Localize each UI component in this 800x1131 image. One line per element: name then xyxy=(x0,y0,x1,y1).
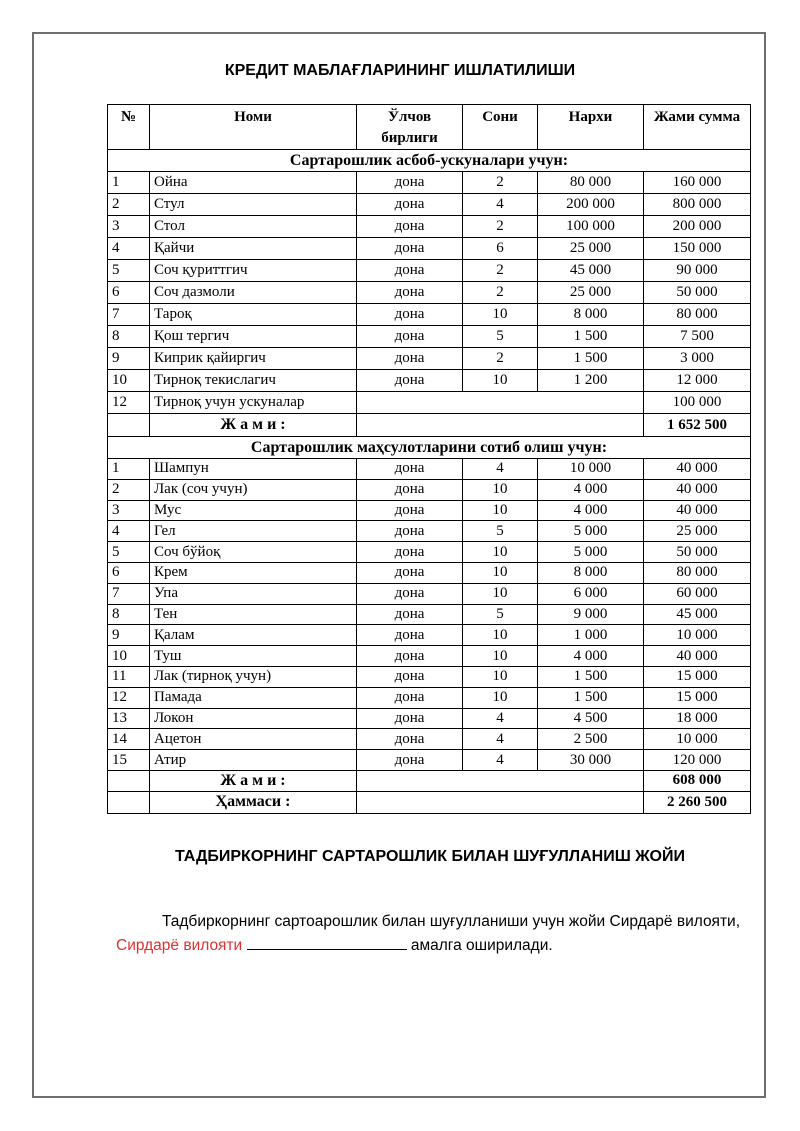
row-price: 1 500 xyxy=(538,666,644,687)
total-row xyxy=(108,414,751,437)
row-qty: 2 xyxy=(463,172,538,194)
row-sum: 80 000 xyxy=(644,304,751,326)
grand-total-value: 2 260 500 xyxy=(644,791,751,813)
row-name: Локон xyxy=(150,708,357,729)
row-name: Соч қуриттгич xyxy=(150,260,357,282)
row-name: Крем xyxy=(150,562,357,583)
row-name: Гел xyxy=(150,521,357,542)
paragraph-text-start: Тадбиркорнинг сартоарошлик билан шуғулланиши учун жойи Сирдарё вилояти, xyxy=(162,913,741,930)
row-sum: 3 000 xyxy=(644,348,751,370)
row-name: Стул xyxy=(150,194,357,216)
row-sum: 90 000 xyxy=(644,260,751,282)
row-unit: дона xyxy=(357,708,463,729)
table-header-row xyxy=(108,105,751,150)
total-value: 1 652 500 xyxy=(644,414,751,437)
row-unit: дона xyxy=(357,172,463,194)
table-row xyxy=(108,646,751,667)
paragraph-text-end: амалга оширилади. xyxy=(406,937,553,954)
row-unit: дона xyxy=(357,625,463,646)
row-qty: 2 xyxy=(463,260,538,282)
row-name: Упа xyxy=(150,583,357,604)
table-row xyxy=(108,304,751,326)
row-price: 2 500 xyxy=(538,729,644,750)
row-unit: дона xyxy=(357,370,463,392)
row-qty: 10 xyxy=(463,479,538,500)
table-row xyxy=(108,392,751,414)
row-price: 80 000 xyxy=(538,172,644,194)
row-qty: 5 xyxy=(463,521,538,542)
row-name: Соч дазмоли xyxy=(150,282,357,304)
row-unit: дона xyxy=(357,542,463,563)
total-row xyxy=(108,770,751,791)
blank-underline xyxy=(247,935,407,950)
row-number: 6 xyxy=(108,562,150,583)
row-price: 1 500 xyxy=(538,348,644,370)
total-empty xyxy=(108,770,150,791)
row-unit: дона xyxy=(357,583,463,604)
row-empty xyxy=(357,392,644,414)
row-number: 7 xyxy=(108,304,150,326)
row-sum: 50 000 xyxy=(644,542,751,563)
section-heading-row xyxy=(108,150,751,172)
row-number: 15 xyxy=(108,750,150,771)
row-number: 8 xyxy=(108,326,150,348)
table-row xyxy=(108,708,751,729)
row-unit: дона xyxy=(357,238,463,260)
row-qty: 2 xyxy=(463,348,538,370)
table-row xyxy=(108,687,751,708)
row-price: 6 000 xyxy=(538,583,644,604)
row-qty: 2 xyxy=(463,216,538,238)
row-price: 4 000 xyxy=(538,646,644,667)
row-number: 4 xyxy=(108,521,150,542)
row-sum: 160 000 xyxy=(644,172,751,194)
row-sum: 10 000 xyxy=(644,729,751,750)
row-name: Тирноқ текислагич xyxy=(150,370,357,392)
table-row xyxy=(108,666,751,687)
row-unit: дона xyxy=(357,348,463,370)
row-sum: 15 000 xyxy=(644,687,751,708)
table-row xyxy=(108,326,751,348)
row-sum: 200 000 xyxy=(644,216,751,238)
row-price: 4 500 xyxy=(538,708,644,729)
row-price: 8 000 xyxy=(538,562,644,583)
row-qty: 10 xyxy=(463,687,538,708)
row-unit: дона xyxy=(357,500,463,521)
header-name: Номи xyxy=(150,105,357,150)
total-label: Ж а м и : xyxy=(150,414,357,437)
row-name: Тен xyxy=(150,604,357,625)
credit-usage-table xyxy=(107,104,751,814)
row-name: Атир xyxy=(150,750,357,771)
row-unit: дона xyxy=(357,521,463,542)
row-name: Ацетон xyxy=(150,729,357,750)
row-number: 12 xyxy=(108,392,150,414)
table-row xyxy=(108,750,751,771)
row-qty: 10 xyxy=(463,370,538,392)
table-row xyxy=(108,260,751,282)
row-name: Лак (соч учун) xyxy=(150,479,357,500)
table-row xyxy=(108,348,751,370)
row-name: Киприк қайиргич xyxy=(150,348,357,370)
row-qty: 4 xyxy=(463,194,538,216)
row-unit: дона xyxy=(357,216,463,238)
row-sum: 150 000 xyxy=(644,238,751,260)
table-row xyxy=(108,172,751,194)
table-row xyxy=(108,459,751,480)
section-heading-cell: Сартарошлик асбоб-ускуналари учун: xyxy=(108,150,751,172)
row-price: 5 000 xyxy=(538,521,644,542)
grand-total-row xyxy=(108,791,751,813)
section-heading-row xyxy=(108,437,751,459)
row-number: 8 xyxy=(108,604,150,625)
row-qty: 10 xyxy=(463,542,538,563)
row-unit: дона xyxy=(357,729,463,750)
row-name: Тароқ xyxy=(150,304,357,326)
row-number: 5 xyxy=(108,542,150,563)
row-unit: дона xyxy=(357,260,463,282)
row-sum: 40 000 xyxy=(644,500,751,521)
row-sum: 7 500 xyxy=(644,326,751,348)
row-price: 1 200 xyxy=(538,370,644,392)
row-price: 30 000 xyxy=(538,750,644,771)
table-row xyxy=(108,521,751,542)
table-row xyxy=(108,370,751,392)
row-sum: 10 000 xyxy=(644,625,751,646)
row-qty: 4 xyxy=(463,708,538,729)
table-row xyxy=(108,216,751,238)
row-unit: дона xyxy=(357,750,463,771)
row-number: 12 xyxy=(108,687,150,708)
table-row xyxy=(108,282,751,304)
row-sum: 40 000 xyxy=(644,479,751,500)
header-price: Нархи xyxy=(538,105,644,150)
row-sum: 25 000 xyxy=(644,521,751,542)
row-unit: дона xyxy=(357,326,463,348)
row-name: Соч бўйоқ xyxy=(150,542,357,563)
row-qty: 5 xyxy=(463,326,538,348)
row-name: Туш xyxy=(150,646,357,667)
row-number: 2 xyxy=(108,194,150,216)
row-price: 10 000 xyxy=(538,459,644,480)
total-empty xyxy=(357,414,644,437)
grand-total-label: Ҳаммаси : xyxy=(150,791,357,813)
row-qty: 2 xyxy=(463,282,538,304)
row-sum: 15 000 xyxy=(644,666,751,687)
row-name: Ойна xyxy=(150,172,357,194)
total-value: 608 000 xyxy=(644,770,751,791)
total-empty xyxy=(357,770,644,791)
row-name: Қайчи xyxy=(150,238,357,260)
row-sum: 40 000 xyxy=(644,646,751,667)
row-unit: дона xyxy=(357,687,463,708)
row-unit: дона xyxy=(357,282,463,304)
table-row xyxy=(108,542,751,563)
row-qty: 4 xyxy=(463,459,538,480)
table-row xyxy=(108,625,751,646)
row-unit: дона xyxy=(357,666,463,687)
row-qty: 10 xyxy=(463,666,538,687)
total-empty xyxy=(357,791,644,813)
row-sum: 120 000 xyxy=(644,750,751,771)
row-number: 3 xyxy=(108,216,150,238)
table-row xyxy=(108,238,751,260)
section-heading-cell: Сартарошлик маҳсулотларини сотиб олиш учун: xyxy=(108,437,751,459)
row-price: 8 000 xyxy=(538,304,644,326)
row-number: 6 xyxy=(108,282,150,304)
row-number: 7 xyxy=(108,583,150,604)
row-price: 100 000 xyxy=(538,216,644,238)
row-price: 5 000 xyxy=(538,542,644,563)
row-unit: дона xyxy=(357,562,463,583)
table-row xyxy=(108,729,751,750)
row-price: 45 000 xyxy=(538,260,644,282)
row-name: Лак (тирноқ учун) xyxy=(150,666,357,687)
row-price: 25 000 xyxy=(538,282,644,304)
row-price: 200 000 xyxy=(538,194,644,216)
row-price: 1 500 xyxy=(538,687,644,708)
row-number: 9 xyxy=(108,625,150,646)
row-sum: 100 000 xyxy=(644,392,751,414)
row-qty: 5 xyxy=(463,604,538,625)
row-number: 14 xyxy=(108,729,150,750)
row-qty: 4 xyxy=(463,750,538,771)
row-sum: 40 000 xyxy=(644,459,751,480)
section-heading: ТАДБИРКОРНИНГ САРТАРОШЛИК БИЛАН ШУҒУЛЛАНИШ ЖОЙИ xyxy=(175,848,685,865)
row-number: 1 xyxy=(108,172,150,194)
table-row xyxy=(108,194,751,216)
row-name: Қош тергич xyxy=(150,326,357,348)
row-number: 5 xyxy=(108,260,150,282)
row-qty: 6 xyxy=(463,238,538,260)
row-price: 25 000 xyxy=(538,238,644,260)
row-number: 13 xyxy=(108,708,150,729)
row-qty: 10 xyxy=(463,304,538,326)
row-qty: 10 xyxy=(463,625,538,646)
document-title: КРЕДИТ МАБЛАҒЛАРИНИНГ ИШЛАТИЛИШИ xyxy=(224,62,576,79)
row-qty: 10 xyxy=(463,562,538,583)
row-sum: 45 000 xyxy=(644,604,751,625)
row-name: Тирноқ учун ускуналар xyxy=(150,392,357,414)
row-unit: дона xyxy=(357,479,463,500)
row-number: 10 xyxy=(108,370,150,392)
row-number: 3 xyxy=(108,500,150,521)
header-number: № xyxy=(108,105,150,150)
table-row xyxy=(108,479,751,500)
row-sum: 800 000 xyxy=(644,194,751,216)
row-number: 10 xyxy=(108,646,150,667)
row-unit: дона xyxy=(357,459,463,480)
table-row xyxy=(108,500,751,521)
row-name: Мус xyxy=(150,500,357,521)
table-row xyxy=(108,604,751,625)
row-price: 4 000 xyxy=(538,479,644,500)
row-name: Стол xyxy=(150,216,357,238)
header-sum: Жами сумма xyxy=(644,105,751,150)
row-number: 9 xyxy=(108,348,150,370)
row-sum: 18 000 xyxy=(644,708,751,729)
row-sum: 80 000 xyxy=(644,562,751,583)
row-sum: 50 000 xyxy=(644,282,751,304)
table-row xyxy=(108,562,751,583)
row-name: Қалам xyxy=(150,625,357,646)
row-unit: дона xyxy=(357,304,463,326)
row-price: 4 000 xyxy=(538,500,644,521)
row-unit: дона xyxy=(357,604,463,625)
row-number: 4 xyxy=(108,238,150,260)
row-qty: 10 xyxy=(463,646,538,667)
header-unit: Ўлчов бирлиги xyxy=(357,105,463,150)
row-price: 1 500 xyxy=(538,326,644,348)
row-unit: дона xyxy=(357,194,463,216)
table-row xyxy=(108,583,751,604)
row-price: 9 000 xyxy=(538,604,644,625)
table-body xyxy=(108,150,751,814)
row-number: 2 xyxy=(108,479,150,500)
total-empty xyxy=(108,414,150,437)
row-sum: 12 000 xyxy=(644,370,751,392)
header-qty: Сони xyxy=(463,105,538,150)
row-number: 1 xyxy=(108,459,150,480)
row-sum: 60 000 xyxy=(644,583,751,604)
row-price: 1 000 xyxy=(538,625,644,646)
total-label: Ж а м и : xyxy=(150,770,357,791)
row-number: 11 xyxy=(108,666,150,687)
row-qty: 4 xyxy=(463,729,538,750)
row-qty: 10 xyxy=(463,500,538,521)
paragraph-highlight: Сирдарё вилояти xyxy=(116,937,243,954)
total-empty xyxy=(108,791,150,813)
row-name: Шампун xyxy=(150,459,357,480)
row-unit: дона xyxy=(357,646,463,667)
row-qty: 10 xyxy=(463,583,538,604)
row-name: Памада xyxy=(150,687,357,708)
location-paragraph xyxy=(116,910,746,958)
